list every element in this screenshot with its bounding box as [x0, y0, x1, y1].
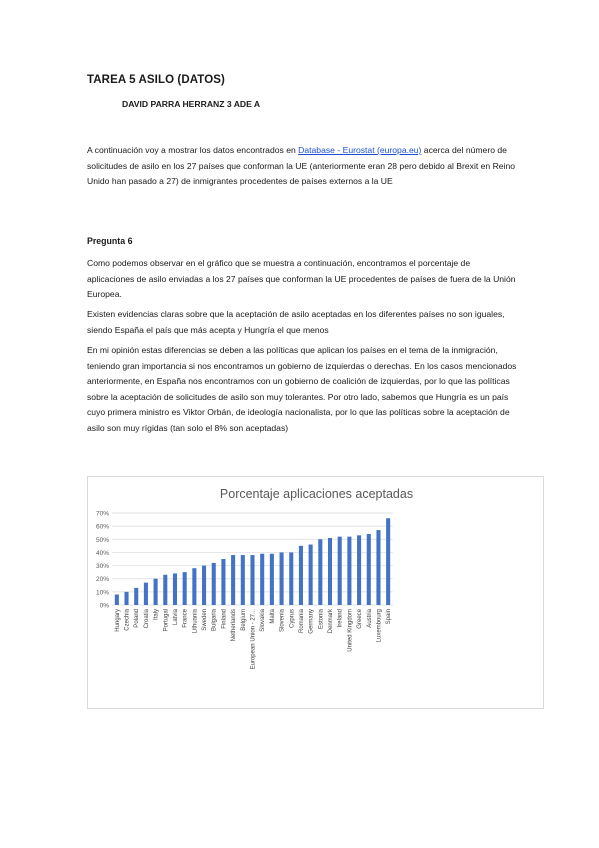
bar [250, 555, 254, 605]
bar [376, 530, 380, 605]
x-tick-label: Austria [366, 609, 373, 628]
x-tick-label: Portugal [163, 609, 170, 632]
y-tick-label: 50% [95, 536, 109, 544]
intro-paragraph [87, 143, 519, 190]
x-tick-label: Latvia [172, 609, 179, 626]
paragraph-3: En mi opinión estas diferencias se deben a las políticas que aplican los países en el tema de la inmigración, teniendo gran importancia si nos encontramos un gobierno de izquierdas o derechas. En los casos mencionados anteriormente, en España nos encontramos con un gobierno de coalición de izquierdas, por lo que las políticas sobre la aceptación de solicitudes de asilo son muy tolerantes. Por otro lado, sabemos que Hungría es un país cuyo primera ministro es Viktor Orbán, de ideología nacionalista, por lo que las políticas sobre la aceptación de asilo son muy rígidas (tan solo el 8% son aceptadas) [87, 345, 517, 433]
x-tick-label: Bulgaria [211, 609, 218, 632]
bar [144, 583, 148, 605]
paragraph-1: Como podemos observar en el gráfico que se muestra a continuación, encontramos el porcentaje de aplicaciones de asilo enviadas a los 27 países que conforman la UE procedentes de países de fuera de la Unión Europea. [87, 258, 516, 300]
y-tick-label: 70% [95, 510, 109, 518]
x-tick-label: Belgium [240, 609, 247, 631]
x-tick-label: Malta [269, 609, 276, 624]
y-tick-label: 0% [99, 602, 109, 610]
y-tick-label: 30% [95, 563, 109, 571]
bar [173, 573, 177, 605]
x-tick-label: European Union - 27... [250, 609, 257, 670]
bar-chart [88, 477, 545, 710]
x-tick-label: Slovenia [279, 609, 286, 633]
paragraph-2: Existen evidencias claras sobre que la aceptación de asilo aceptadas en los diferentes países no son iguales, siendo España el país que más acepta y Hungría el que menos [87, 309, 505, 335]
x-tick-label: Estonia [318, 609, 325, 630]
intro-text-after-link: acerca del número de solicitudes de asilo en los 27 países que conforman la UE (anteriormente eran 28 pero debido al Brexit en Reino Unido han pasado a 27) de inmigrantes procedentes de países externos a la UE [87, 145, 516, 187]
x-tick-label: Finland [221, 609, 228, 629]
bar [318, 539, 322, 605]
bar [270, 554, 274, 605]
document-title: TAREA 5 ASILO (DATOS) [87, 74, 225, 86]
x-tick-label: Sweden [202, 609, 209, 631]
bar [221, 559, 225, 605]
bar [115, 594, 119, 605]
bar [260, 554, 264, 605]
bar [386, 518, 390, 605]
bar [289, 552, 293, 605]
intro-text-before-link: A continuación voy a mostrar los datos encontrados en [87, 145, 299, 155]
bar [134, 588, 138, 605]
x-tick-label: Ireland [337, 609, 344, 628]
author-line: DAVID PARRA HERRANZ 3 ADE A [122, 99, 261, 109]
x-tick-label: Germany [308, 609, 315, 634]
bar [192, 568, 196, 605]
eurostat-link[interactable]: Database - Eurostat (europa.eu) [298, 145, 422, 155]
x-tick-label: Czechia [124, 609, 131, 631]
bar [280, 552, 284, 605]
bar [367, 534, 371, 605]
y-tick-label: 40% [95, 549, 109, 557]
bar [357, 535, 361, 605]
y-tick-label: 10% [95, 589, 109, 597]
x-tick-label: France [182, 609, 189, 628]
y-tick-label: 60% [95, 523, 109, 531]
bar [338, 537, 342, 605]
x-tick-label: United Kingdom [347, 609, 354, 652]
x-tick-label: Poland [134, 609, 141, 628]
bar [299, 546, 303, 605]
x-tick-label: Croatia [143, 609, 150, 629]
bar [202, 566, 206, 605]
bar [309, 545, 313, 605]
chart-container [87, 476, 544, 709]
x-tick-label: Lithuania [192, 609, 199, 634]
x-tick-label: Greece [357, 609, 364, 629]
x-tick-label: Italy [153, 609, 160, 621]
x-tick-label: Romania [298, 609, 305, 634]
bar [124, 592, 128, 605]
x-tick-label: Slovakia [260, 609, 267, 632]
x-tick-label: Hungary [114, 609, 121, 632]
bar [241, 555, 245, 605]
chart-title: Porcentaje aplicaciones aceptadas [219, 487, 414, 501]
bar [154, 579, 158, 605]
bar [231, 555, 235, 605]
bar [347, 537, 351, 605]
bar [163, 575, 167, 605]
y-tick-label: 20% [95, 576, 109, 584]
question-heading: Pregunta 6 [87, 236, 133, 246]
x-tick-label: Spain [386, 609, 393, 625]
bar [183, 572, 187, 605]
x-tick-label: Denmark [328, 609, 335, 634]
x-tick-label: Luxembourg [376, 609, 383, 643]
bar [328, 538, 332, 605]
bar [212, 563, 216, 605]
x-tick-label: Netherlands [231, 609, 238, 642]
x-tick-label: Cyprus [289, 609, 296, 629]
